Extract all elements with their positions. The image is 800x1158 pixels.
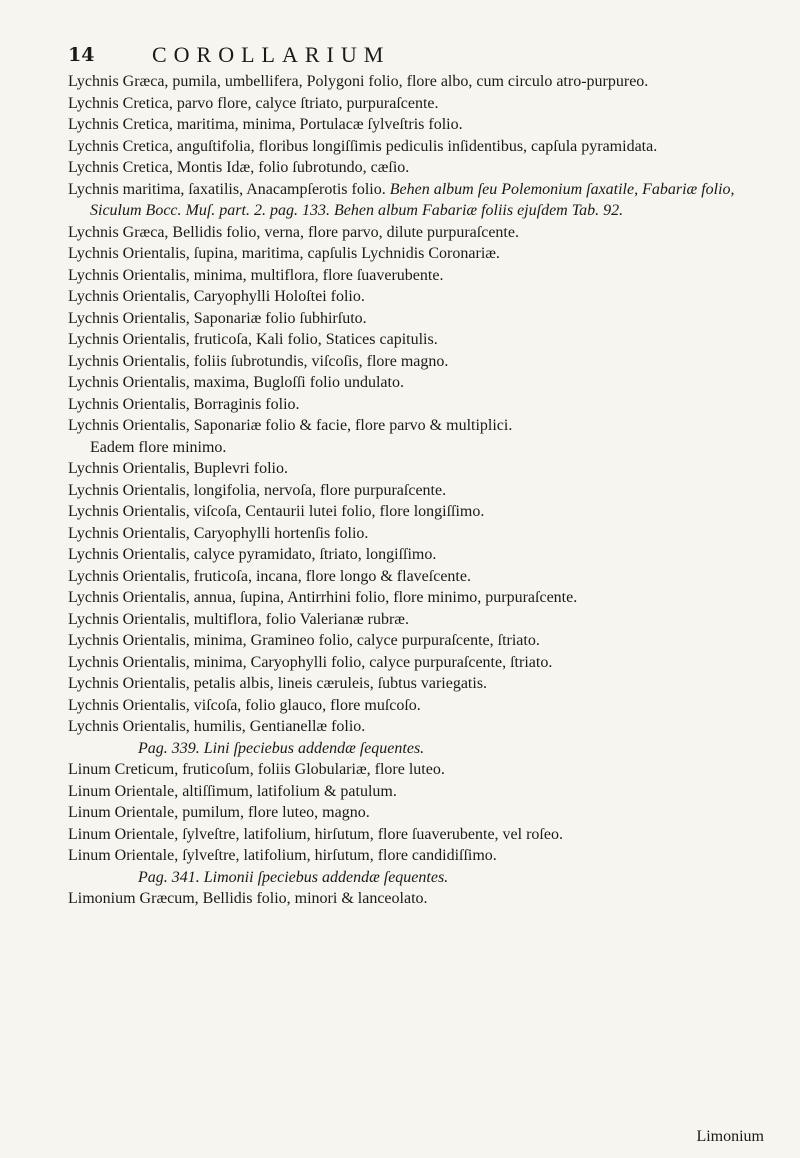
list-item: Linum Orientale, ſylveſtre, latifolium, hirſutum, flore ſuaverubente, vel roſeo.: [68, 825, 563, 843]
list-item: Linum Orientale, pumilum, flore luteo, magno.: [68, 804, 370, 821]
list-item: Lychnis Orientalis, ſupina, maritima, capſulis Lychnidis Coronariæ.: [68, 245, 500, 262]
list-item: Lychnis Orientalis, Saponariæ folio ſubhirſuto.: [68, 309, 367, 327]
list-item: Linum Orientale, ſylveſtre, latifolium, hirſutum, flore candidiſſimo.: [68, 847, 497, 864]
list-item: Lychnis Orientalis, minima, Caryophylli folio, calyce purpuraſcente, ſtriato.: [68, 653, 553, 671]
list-item: Lychnis Cretica, Montis Idæ, folio ſubrotundo, cæſio.: [68, 159, 410, 176]
page-body: [68, 71, 768, 910]
list-item: Lychnis Orientalis, annua, ſupina, Antirrhini folio, flore minimo, purpuraſcente.: [68, 589, 578, 606]
list-item: Lychnis Orientalis, viſcoſa, Centaurii lutei folio, flore longiſſimo.: [68, 503, 485, 520]
list-item: Lychnis Orientalis, calyce pyramidato, ſtriato, longiſſimo.: [68, 546, 437, 563]
list-item: Lychnis Orientalis, Caryophylli Holoſtei folio.: [68, 288, 365, 305]
list-item: Lychnis Orientalis, multiflora, folio Valerianæ rubræ.: [68, 610, 409, 628]
list-item: Lychnis Orientalis, viſcoſa, folio glauco, flore muſcoſo.: [68, 696, 421, 714]
list-item: Lychnis Cretica, anguſtifolia, floribus longiſſimis pediculis inſidentibus, capſula pyramidata.: [68, 137, 658, 155]
page-header: [68, 42, 748, 70]
list-item: Lychnis Græca, Bellidis folio, verna, flore parvo, dilute purpuraſcente.: [68, 223, 519, 241]
list-item: Lychnis Cretica, maritima, minima, Portulacæ ſylveſtris folio.: [68, 116, 463, 133]
section-heading-limonii: Pag. 341. Limonii ſpeciebus addendæ ſequentes.: [138, 868, 449, 886]
list-item: Lychnis Orientalis, foliis ſubrotundis, viſcoſis, flore magno.: [68, 352, 449, 370]
list-item: Linum Creticum, fruticoſum, foliis Globulariæ, flore luteo.: [68, 761, 445, 778]
running-title: COROLLARIUM: [152, 42, 391, 67]
list-item: Lychnis Orientalis, maxima, Bugloſſi folio undulato.: [68, 374, 404, 391]
list-item: Lychnis Orientalis, minima, Gramineo folio, calyce purpuraſcente, ſtriato.: [68, 632, 540, 649]
page-number: 14: [68, 44, 95, 66]
list-subitem: Eadem flore minimo.: [90, 438, 227, 456]
catchword: Limonium: [696, 1128, 764, 1145]
list-item: Lychnis Orientalis, longifolia, nervoſa, flore purpuraſcente.: [68, 481, 447, 499]
list-item: Limonium Græcum, Bellidis folio, minori & lanceolato.: [68, 890, 428, 907]
list-item: Lychnis Orientalis, fruticoſa, Kali folio, Statices capitulis.: [68, 331, 438, 348]
list-item: Lychnis Orientalis, fruticoſa, incana, flore longo & flaveſcente.: [68, 567, 471, 585]
section-heading-lini: Pag. 339. Lini ſpeciebus addendæ ſequentes.: [138, 739, 425, 757]
list-item: Lychnis Orientalis, humilis, Gentianellæ folio.: [68, 718, 366, 735]
list-item: Lychnis Orientalis, Borraginis folio.: [68, 395, 300, 413]
list-item: Lychnis Orientalis, Caryophylli hortenſis folio.: [68, 524, 369, 542]
list-item: Lychnis Orientalis, minima, multiflora, flore ſuaverubente.: [68, 266, 444, 284]
list-item: Linum Orientale, altiſſimum, latifolium & patulum.: [68, 782, 397, 800]
list-item: Lychnis Græca, pumila, umbellifera, Polygoni folio, flore albo, cum circulo atro-purpureo.: [68, 73, 649, 90]
list-item: Lychnis Orientalis, Saponariæ folio & facie, flore parvo & multiplici.: [68, 417, 513, 434]
list-item: Lychnis Orientalis, petalis albis, lineis cæruleis, ſubtus variegatis.: [68, 675, 488, 692]
list-item: Lychnis maritima, ſaxatilis, Anacampſerotis folio. Behen album ſeu Polemonium ſaxatile, Fabariæ folio, Siculum Bocc. Muſ. part. 2. pag. 133. Behen album Fabariæ foliis ejuſdem Tab. 92.: [68, 180, 735, 219]
list-item: Lychnis Orientalis, Buplevri folio.: [68, 460, 288, 477]
list-item: Lychnis Cretica, parvo flore, calyce ſtriato, purpuraſcente.: [68, 94, 439, 112]
synonym-citation: Behen album ſeu Polemonium ſaxatile, Fabariæ folio, Siculum Bocc. Muſ. part. 2. pag. 133. Behen album Fabariæ foliis ejuſdem Tab. 92.: [90, 180, 735, 219]
